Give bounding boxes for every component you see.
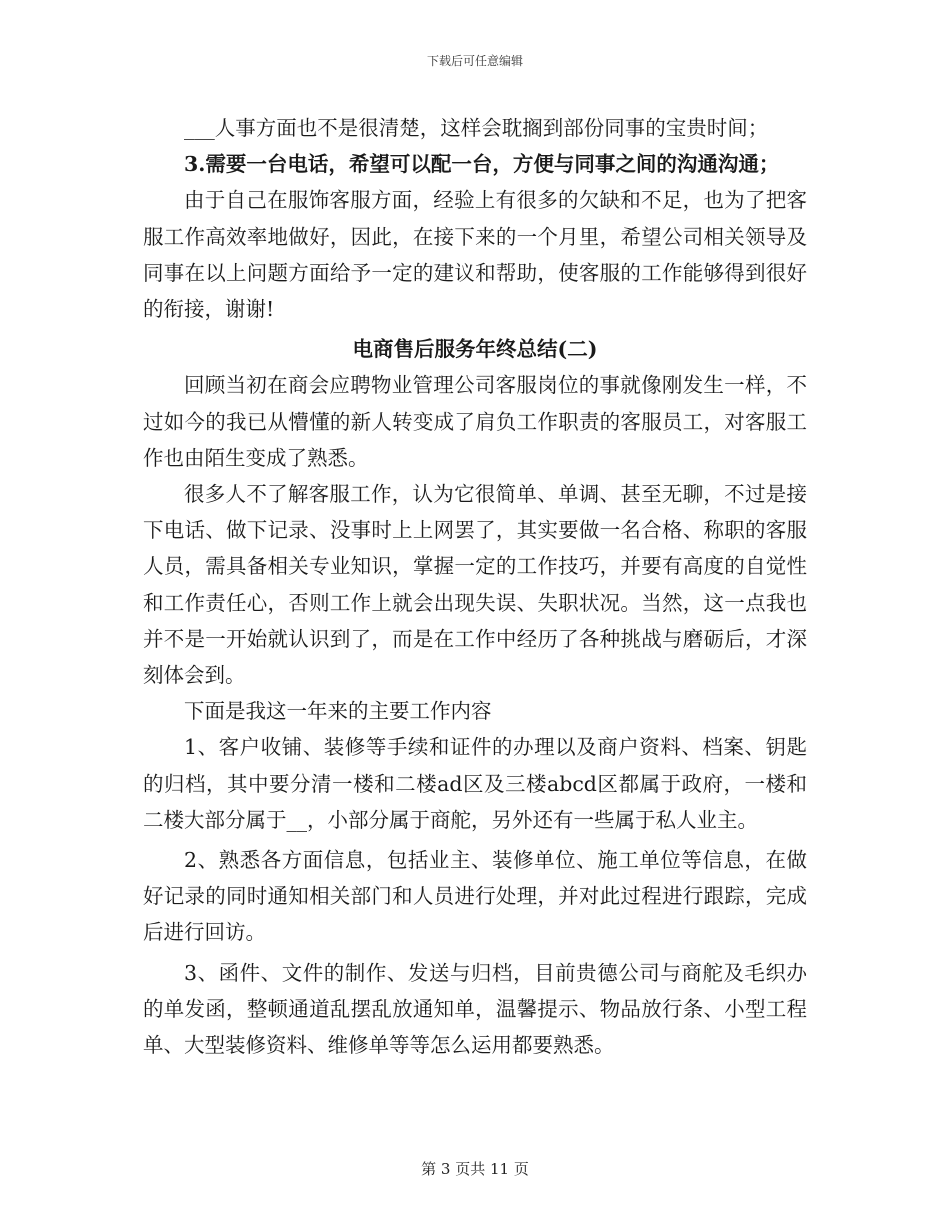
section-title: 电商售后服务年终总结(二): [352, 337, 598, 362]
document-body: [143, 110, 807, 1063]
paragraph: ___人事方面也不是很清楚，这样会耽搁到部份同事的宝贵时间；: [184, 116, 769, 140]
list-item: 3、函件、文件的制作、发送与归档，目前贵德公司与商舵及毛织办的单发函，整顿通道乱摆乱放通知单，温馨提示、物品放行条、小型工程单、大型装修资料、维修单等等怎么运用都要熟悉。: [143, 960, 807, 1058]
paragraph-bold: 3.需要一台电话，希望可以配一台，方便与同事之间的沟通沟通；: [184, 152, 780, 177]
page-number: 第 3 页共 11 页: [421, 1160, 529, 1178]
page-header: 下载后可任意编辑: [426, 54, 523, 68]
list-item: 1、客户收铺、装修等手续和证件的办理以及商户资料、档案、钥匙的归档，其中要分清一楼和二楼ad区及三楼abcd区都属于政府，一楼和二楼大部分属于__，小部分属于商舵，另外还有一些属于私人业主。: [143, 735, 807, 832]
paragraph: 很多人不了解客服工作，认为它很简单、单调、甚至无聊，不过是接下电话、做下记录、没事时上上网罢了，其实要做一名合格、称职的客服人员，需具备相关专业知识，掌握一定的工作技巧，并要有高度的自觉性和工作责任心，否则工作上就会出现失误、失职状况。当然，这一点我也并不是一开始就认识到了，而是在工作中经历了各种挑战与磨砺后，才深刻体会到。: [143, 482, 807, 688]
list-item: 2、熟悉各方面信息，包括业主、装修单位、施工单位等信息，在做好记录的同时通知相关部门和人员进行处理，并对此过程进行跟踪，完成后进行回访。: [143, 848, 807, 945]
paragraph: 回顾当初在商会应聘物业管理公司客服岗位的事就像刚发生一样，不过如今的我已从懵懂的新人转变成了肩负工作职责的客服员工，对客服工作也由陌生变成了熟悉。: [143, 373, 807, 470]
paragraph: 下面是我这一年来的主要工作内容: [184, 699, 492, 724]
paragraph: 由于自己在服饰客服方面，经验上有很多的欠缺和不足，也为了把客服工作高效率地做好，因此，在接下来的一个月里，希望公司相关领导及同事在以上问题方面给予一定的建议和帮助，使客服的工作能够得到很好的衔接，谢谢!: [143, 188, 807, 322]
